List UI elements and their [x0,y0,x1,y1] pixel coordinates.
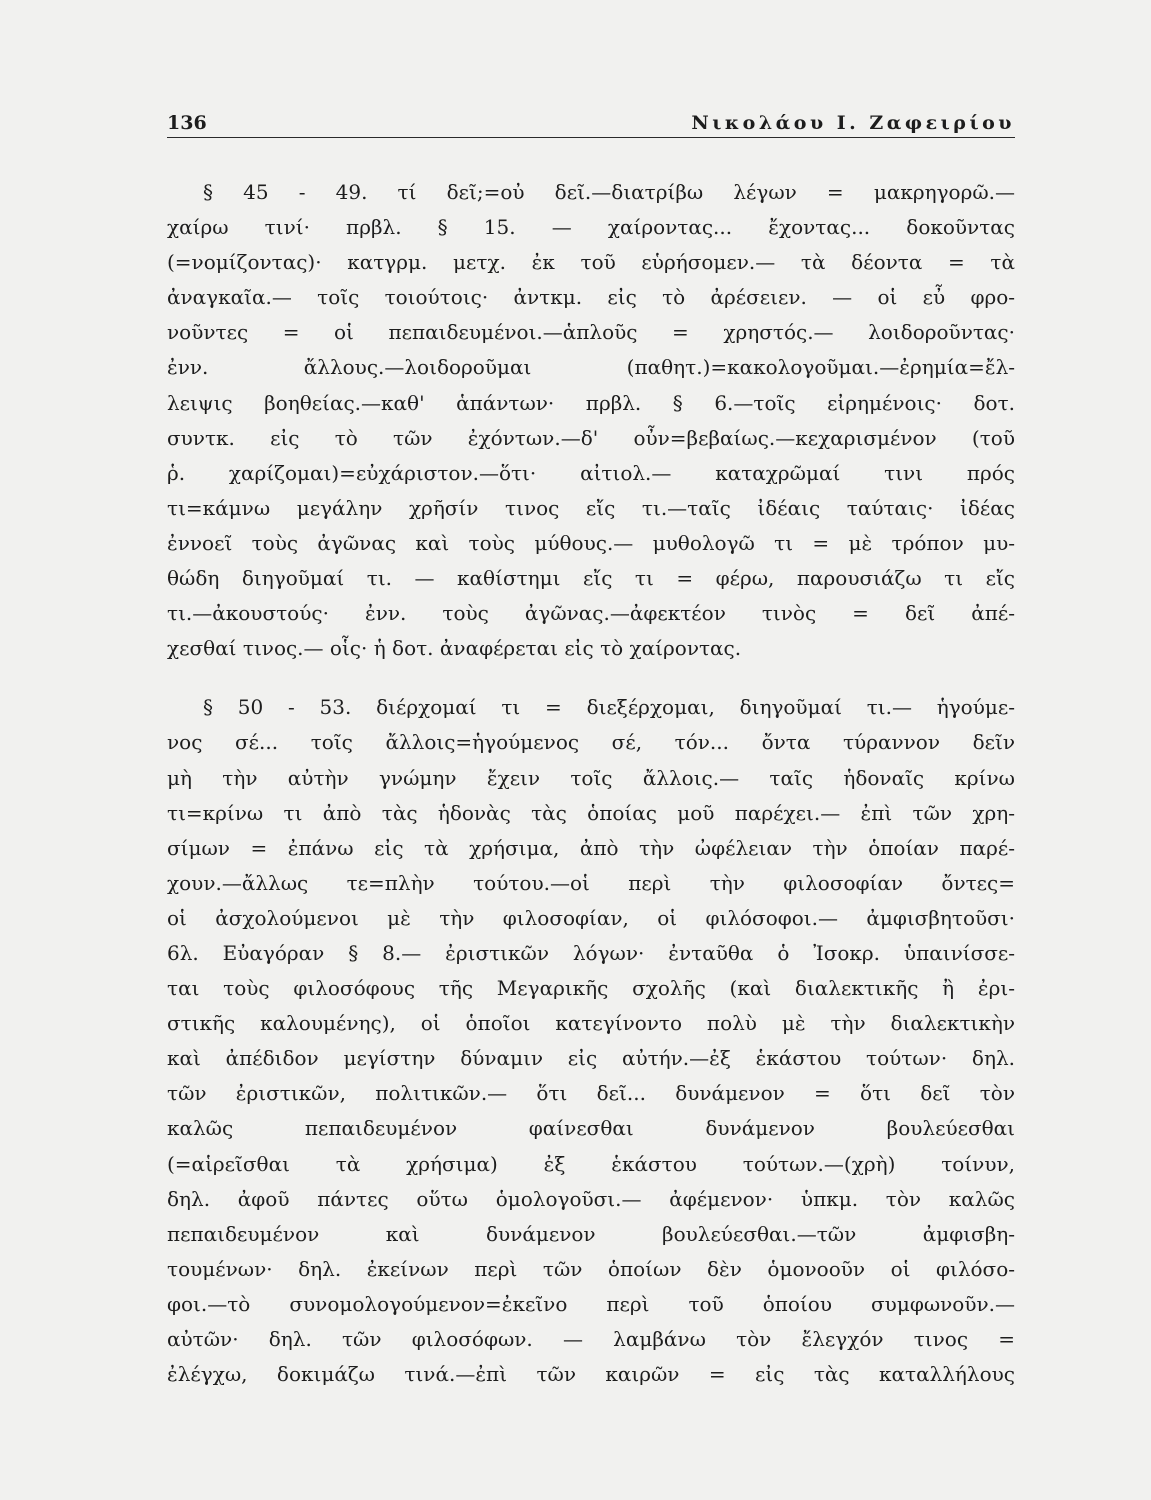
text-line: τι.—ἀκουστούς· ἐνν. τοὺς ἀγῶνας.—ἀφεκτέον τινὸς = δεῖ ἀπέ- [167,601,1015,626]
text-line: νος σέ... τοῖς ἄλλοις=ἡγούμενος σέ, τόν... ὄντα τύραννον δεῖν [167,730,1015,755]
text-line: τι=κρίνω τι ἀπὸ τὰς ἡδονὰς τὰς ὁποίας μοῦ παρέχει.— ἐπὶ τῶν χρη- [167,800,1015,825]
text-line: καὶ ἀπέδιδον μεγίστην δύναμιν εἰς αὐτήν.—ἐξ ἑκάστου τούτων· δηλ. [167,1046,1015,1071]
text-line: φοι.—τὸ συνομολογούμενον=ἐκεῖνο περὶ τοῦ ὁποίου συμφωνοῦν.— [167,1291,1015,1316]
text-line: δηλ. ἀφοῦ πάντες οὕτω ὁμολογοῦσι.— ἀφέμενον· ὑπκμ. τὸν καλῶς [167,1186,1015,1211]
text-line: (=αἱρεῖσθαι τὰ χρήσιμα) ἐξ ἑκάστου τούτων.—(χρὴ) τοίνυν, [167,1151,1015,1176]
text-line: ἐλέγχω, δοκιμάζω τινά.—ἐπὶ τῶν καιρῶν = εἰς τὰς καταλλήλους [167,1362,1015,1387]
page-number: 136 [167,112,207,134]
text-line: αὐτῶν· δηλ. τῶν φιλοσόφων. — λαμβάνω τὸν ἔλεγχόν τινος = [167,1327,1015,1351]
text-line: (=νομίζοντας)· κατγρμ. μετχ. ἐκ τοῦ εὑρήσομεν.— τὰ δέοντα = τὰ [167,250,1015,275]
text-line: νοῦντες = οἱ πεπαιδευμένοι.—ἁπλοῦς = χρηστός.— λοιδοροῦντας· [167,320,1015,345]
text-line: οἱ ἀσχολούμενοι μὲ τὴν φιλοσοφίαν, οἱ φιλόσοφοι.— ἀμφισβητοῦσι· [167,905,1015,930]
text-line: τῶν ἐριστικῶν, πολιτικῶν.— ὅτι δεῖ... δυνάμενον = ὅτι δεῖ τὸν [167,1081,1015,1106]
running-head: Νικολάου Ι. Ζαφειρίου [691,112,1015,134]
text-line: τουμένων· δηλ. ἐκείνων περὶ τῶν ὁποίων δὲν ὁμονοοῦν οἱ φιλόσο- [167,1256,1015,1281]
text-line: καλῶς πεπαιδευμένον φαίνεσθαι δυνάμενον βουλεύεσθαι [167,1116,1015,1141]
text-line: ἐννοεῖ τοὺς ἀγῶνας καὶ τοὺς μύθους.— μυθολογῶ τι = μὲ τρόπον μυ- [167,530,1015,555]
text-line: συντκ. εἰς τὸ τῶν ἐχόντων.—δ' οὖν=βεβαίως.—κεχαρισμένον (τοῦ [167,425,1015,450]
text-line: ται τοὺς φιλοσόφους τῆς Μεγαρικῆς σχολῆς (καὶ διαλεκτικῆς ἢ ἐρι- [167,976,1015,1001]
text-line: χουν.—ἄλλως τε=πλὴν τούτου.—οἱ περὶ τὴν φιλοσοφίαν ὄντες= [167,870,1015,895]
text-line: χεσθαί τινος.— οἷς· ἡ δοτ. ἀναφέρεται εἰς τὸ χαίροντας. [167,636,742,661]
text-line: θώδη διηγοῦμαί τι. — καθίστημι εἴς τι = φέρω, παρουσιάζω τι εἴς [167,566,1015,591]
paragraph-50-53 [167,690,1015,1392]
text-line: § 50 - 53. διέρχομαί τι = διεξέρχομαι, διηγοῦμαί τι.— ἡγούμε- [203,695,1015,720]
page-header [167,112,1015,138]
text-line: ῥ. χαρίζομαι)=εὐχάριστον.—ὅτι· αἰτιολ.— καταχρῶμαί τινι πρός [167,460,1015,485]
text-line: μὴ τὴν αὐτὴν γνώμην ἔχειν τοῖς ἄλλοις.— ταῖς ἡδοναῖς κρίνω [167,765,1015,790]
text-line: 6λ. Εὐαγόραν § 8.— ἐριστικῶν λόγων· ἐνταῦθα ὁ Ἰσοκρ. ὑπαινίσσε- [167,940,1015,965]
text-line: ἐνν. ἄλλους.—λοιδοροῦμαι (παθητ.)=κακολογοῦμαι.—ἐρημία=ἔλ- [167,355,1015,380]
text-line: § 45 - 49. τί δεῖ;=οὐ δεῖ.—διατρίβω λέγων = μακρηγορῶ.— [203,180,1015,204]
text-line: πεπαιδευμένον καὶ δυνάμενον βουλεύεσθαι.—τῶν ἀμφισβη- [167,1221,1015,1246]
page-body [167,175,1015,1392]
text-line: σίμων = ἐπάνω εἰς τὰ χρήσιμα, ἀπὸ τὴν ὠφέλειαν τὴν ὁποίαν παρέ- [167,835,1015,860]
text-line: τι=κάμνω μεγάλην χρῆσίν τινος εἴς τι.—ταῖς ἰδέαις ταύταις· ἰδέας [167,495,1015,520]
text-line: ἀναγκαῖα.— τοῖς τοιούτοις· ἀντκμ. εἰς τὸ ἀρέσειεν. — οἱ εὖ φρο- [167,285,1015,310]
paragraph-45-49 [167,175,1015,666]
text-line: χαίρω τινί· πρβλ. § 15. — χαίροντας... ἔχοντας... δοκοῦντας [167,215,1015,240]
text-line: στικῆς καλουμένης), οἱ ὁποῖοι κατεγίνοντο πολὺ μὲ τὴν διαλεκτικὴν [167,1011,1015,1036]
text-line: λειψις βοηθείας.—καθ' ἁπάντων· πρβλ. § 6.—τοῖς εἰρημένοις· δοτ. [167,390,1015,415]
